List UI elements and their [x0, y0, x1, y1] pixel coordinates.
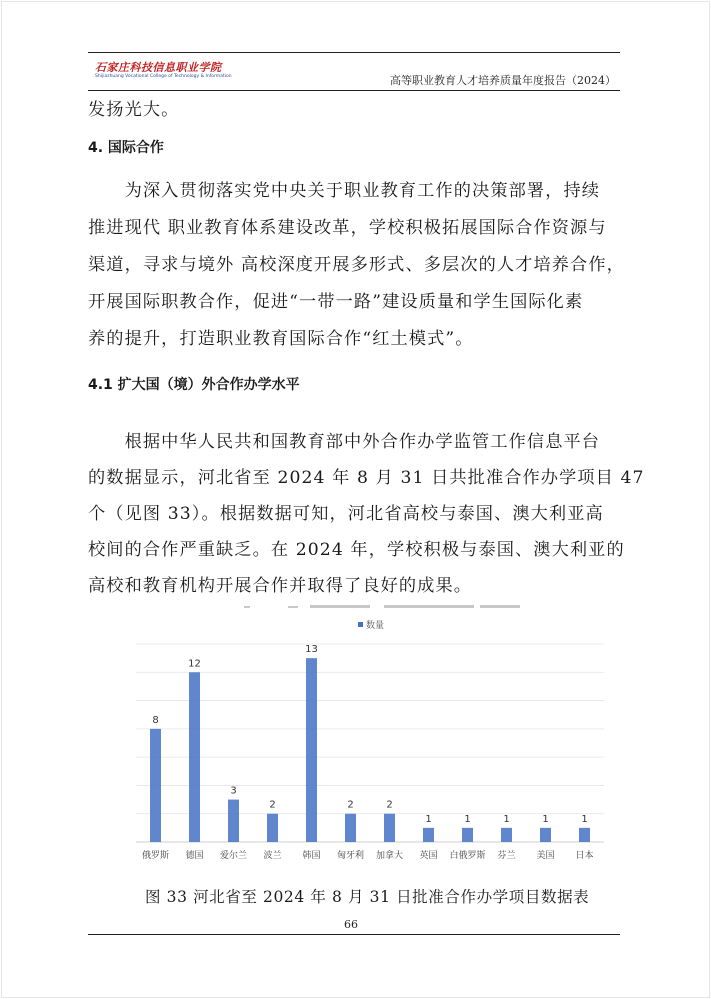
chart-data-label: 8 — [152, 714, 159, 726]
legend-swatch — [358, 622, 363, 627]
college-logo — [92, 57, 232, 83]
paragraph-line: 的数据显示，河北省至 2024 年 8 月 31 日共批准合作办学项目 47 — [88, 468, 645, 488]
chart-category-label: 芬兰 — [497, 851, 516, 861]
chart-category-label: 俄罗斯 — [141, 851, 170, 861]
chart-category-label: 爱尔兰 — [219, 851, 248, 861]
chart-data-label: 3 — [230, 785, 237, 797]
chart-bar — [306, 658, 317, 842]
header-rule-bottom — [88, 90, 620, 91]
chart-data-label: 1 — [464, 813, 471, 825]
chart-bar — [384, 814, 395, 842]
chart-bar — [423, 828, 434, 842]
chart-data-label: 2 — [347, 799, 354, 811]
header-rule-top — [88, 52, 620, 53]
logo-english-name: Shijiazhuang Vocational College of Technology & Information — [95, 73, 232, 79]
chart-category-label: 韩国 — [302, 851, 321, 861]
chart-category-label: 匈牙利 — [336, 851, 365, 861]
chart-bar — [501, 828, 512, 842]
footer-rule — [88, 934, 620, 935]
chart-data-label: 1 — [503, 813, 510, 825]
chart-bar — [345, 814, 356, 842]
page-number: 66 — [344, 918, 358, 931]
paragraph-line: 开展国际职教合作，促进“一带一路”建设质量和学生国际化素 — [88, 292, 584, 312]
paragraph-line: 养的提升，打造职业教育国际合作“红土模式”。 — [88, 329, 474, 349]
paragraph-line: 为深入贯彻落实党中央关于职业教育工作的决策部署，持续 — [88, 181, 601, 201]
paragraph-line: 个（见图 33）。根据数据可知，河北省高校与泰国、澳大利亚高 — [88, 504, 604, 524]
logo-chinese-name: 石家庄科技信息职业学院 — [95, 60, 222, 74]
section-heading-4: 4. 国际合作 — [88, 140, 164, 156]
paragraph-line: 根据中华人民共和国教育部中外合作办学监管工作信息平台 — [88, 432, 601, 452]
chart-bar — [579, 828, 590, 842]
figure-caption: 图 33 河北省至 2024 年 8 月 31 日批准合作办学项目数据表 — [145, 888, 590, 906]
paragraph-line: 高校和教育机构开展合作并取得了良好的成果。 — [88, 576, 473, 596]
paragraph-line: 推进现代 职业教育体系建设改革，学校积极拓展国际合作资源与 — [88, 218, 607, 238]
legend-label: 数量 — [366, 621, 385, 631]
chart-gridlines — [136, 644, 604, 842]
chart-data-label: 2 — [269, 799, 276, 811]
chart-category-label: 白俄罗斯 — [449, 851, 486, 861]
chart-bar — [189, 672, 200, 842]
chart-category-label: 德国 — [185, 851, 204, 861]
chart-legend — [358, 619, 384, 631]
chart-data-label: 1 — [425, 813, 432, 825]
chart-data-label: 1 — [581, 813, 588, 825]
chart-category-label: 波兰 — [263, 851, 282, 861]
section-heading-4-1: 4.1 扩大国（境）外合作办学水平 — [88, 377, 300, 393]
chart-bar — [540, 828, 551, 842]
chart-data-label: 1 — [542, 813, 549, 825]
chart-bar — [267, 814, 278, 842]
chart-data-label: 12 — [188, 658, 201, 670]
cooperation-projects-bar-chart — [130, 600, 610, 875]
chart-category-label: 日本 — [575, 851, 594, 861]
chart-bar — [150, 729, 161, 842]
chart-category-label: 加拿大 — [375, 851, 404, 861]
chart-category-label: 英国 — [419, 851, 438, 861]
paragraph-line: 校间的合作严重缺乏。在 2024 年，学校积极与泰国、澳大利亚的 — [88, 540, 625, 560]
lead-line: 发扬光大。 — [88, 100, 180, 120]
chart-bar — [462, 828, 473, 842]
chart-category-label: 美国 — [536, 851, 555, 861]
report-title: 高等职业教育人才培养质量年度报告（2024） — [390, 74, 616, 87]
page-header — [88, 54, 620, 90]
chart-data-label: 13 — [305, 644, 318, 656]
paragraph-line: 渠道，寻求与境外 高校深度开展多形式、多层次的人才培养合作， — [88, 255, 625, 275]
chart-data-label: 2 — [386, 799, 393, 811]
chart-bar — [228, 800, 239, 842]
